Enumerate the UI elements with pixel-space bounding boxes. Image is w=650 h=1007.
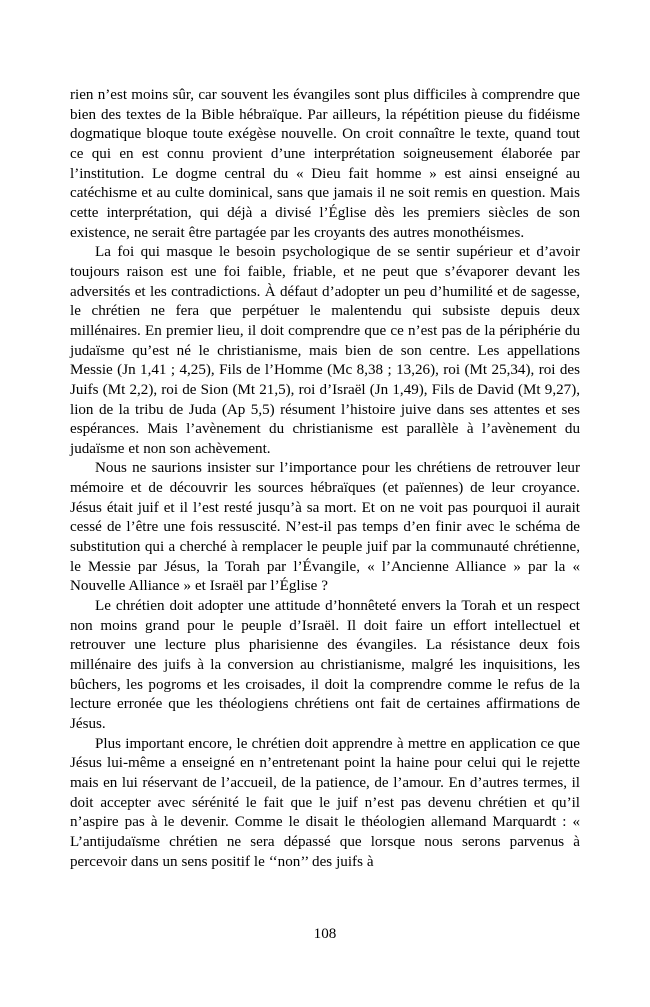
body-paragraph: Plus important encore, le chrétien doit apprendre à mettre en application ce que Jésus lui-même a enseigné en n’entretenant point la haine pour celui qui le rejette mais en lui réservant de l’accueil, de la patience, de l’amour. En d’autres termes, il doit accepter avec sérénité le fait que le juif n’est pas devenu chrétien et qu’il n’aspire pas à le devenir. Comme le disait le théologien allemand Marquardt : « L’antijudaïsme chrétien ne sera dépassé que lorsque nous serons parvenus à percevoir dans un sens positif le ‘‘non’’ des juifs à [70, 735, 580, 870]
body-paragraph: La foi qui masque le besoin psychologique de se sentir supérieur et d’avoir toujours raison est une foi faible, friable, et ne peut que s’évaporer devant les adversités et les contradictions. À défaut d’adopter un peu d’humilité et de sagesse, le chrétien ne fera que perpétuer le malentendu qui subsiste depuis deux millénaires. En premier lieu, il doit comprendre que ce n’est pas de la périphérie du judaïsme qu’est né le christianisme, mais bien de son centre. Les appellations Messie (Jn 1,41 ; 4,25), Fils de l’Homme (Mc 8,38 ; 13,26), roi (Mt 25,34), roi des Juifs (Mt 2,2), roi de Sion (Mt 21,5), roi d’Israël (Jn 1,49), Fils de David (Mt 9,27), lion de la tribu de Juda (Ap 5,5) résument l’histoire juive dans ses attentes et ses espérances. Mais l’avènement du christianisme est parallèle à l’avènement du judaïsme et non son achèvement. [70, 244, 580, 457]
body-paragraph: Nous ne saurions insister sur l’importance pour les chrétiens de retrouver leur mémoire et de découvrir les sources hébraïques (et païennes) de leur croyance. Jésus était juif et il l’est resté jusqu’à sa mort. Et on ne voit pas pourquoi il aurait cessé de l’être une fois ressuscité. N’est-il pas temps d’en finir avec le schéma de substitution qui a cherché à remplacer le peuple juif par la communauté chrétienne, le Messie par Jésus, la Torah par l’Évangile, « l’Ancienne Alliance » par la « Nouvelle Alliance » et Israël par l’Église ? [70, 460, 580, 595]
body-text-block [70, 86, 580, 872]
body-paragraph: Le chrétien doit adopter une attitude d’honnêteté envers la Torah et un respect non moins grand pour le peuple d’Israël. Il doit faire un effort intellectuel et retrouver une lecture plus pharisienne des évangiles. La résistance deux fois millénaire des juifs à la conversion au christianisme, malgré les inquisitions, les bûchers, les pogroms et les croisades, il doit la comprendre comme le refus de la lecture erronée que les théologiens chrétiens ont fait de certaines affirmations de Jésus. [70, 598, 580, 732]
page-number: 108 [313, 926, 337, 942]
body-paragraph: rien n’est moins sûr, car souvent les évangiles sont plus difficiles à comprendre que bien des textes de la Bible hébraïque. Par ailleurs, la répétition pieuse du fidéisme dogmatique bloque toute exégèse nouvelle. On croit connaître le texte, quand tout ce qui en est connu provient d’une interprétation soigneusement élaborée par l’institution. Le dogme central du « Dieu fait homme » est ainsi enseigné au catéchisme et au culte dominical, sans que jamais il ne soit remis en question. Mais cette interprétation, qui déjà a divisé l’Église dès les premiers siècles de son existence, ne serait être partagée par les croyants des autres monothéismes. [70, 87, 580, 241]
